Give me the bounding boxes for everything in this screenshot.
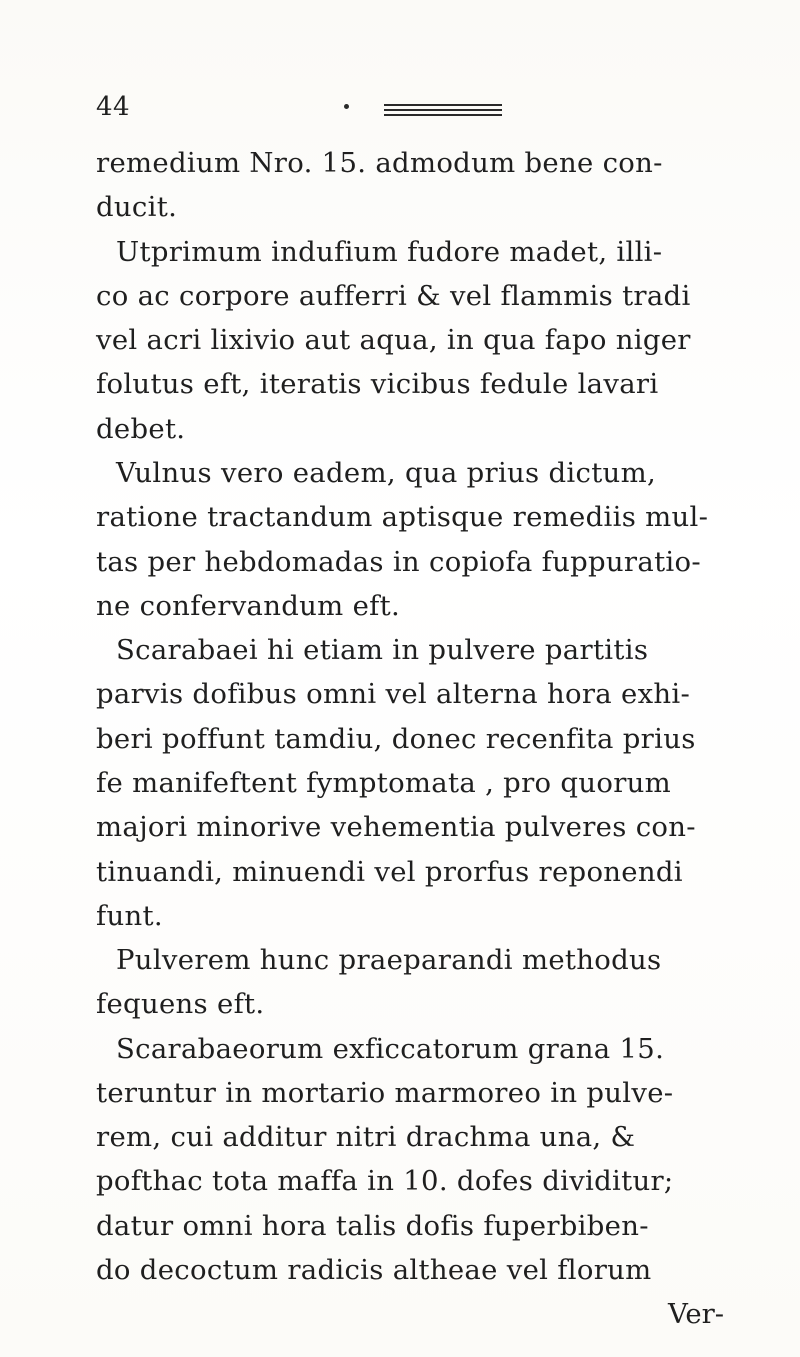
text-line: Pulverem hunc praeparandi methodus bbox=[116, 944, 662, 976]
text-line: debet. bbox=[96, 412, 186, 445]
text-line: pofthac tota maffa in 10. dofes dividitur; bbox=[96, 1165, 674, 1198]
text-line: rem, cui additur nitri drachma una, & bbox=[96, 1121, 636, 1154]
text-line: do decoctum radicis altheae vel florum bbox=[96, 1254, 652, 1286]
header-rule-line bbox=[384, 114, 502, 116]
text-line: majori minorive vehementia pulveres con- bbox=[96, 811, 696, 844]
header-rule bbox=[384, 104, 502, 116]
header-ornament-dot bbox=[344, 104, 349, 109]
header-rule-line bbox=[384, 109, 502, 111]
text-line: remedium Nro. 15. admodum bene con- bbox=[96, 147, 663, 179]
text-line: vel acri lixivio aut aqua, in qua fapo niger bbox=[96, 324, 691, 357]
text-line: tas per hebdomadas in copiofa fuppuratio- bbox=[96, 545, 701, 578]
text-line: teruntur in mortario marmoreo in pulve- bbox=[96, 1076, 674, 1109]
text-line: funt. bbox=[96, 899, 163, 932]
header-rule-line bbox=[384, 104, 502, 106]
text-line: ratione tractandum aptisque remediis mul- bbox=[96, 501, 709, 534]
text-line: datur omni hora talis dofis fuperbiben- bbox=[96, 1209, 649, 1242]
page-number: 44 bbox=[96, 92, 131, 122]
text-line: parvis dofibus omni vel alterna hora exhi- bbox=[96, 678, 691, 711]
text-line: Scarabaei hi etiam in pulvere partitis bbox=[116, 634, 649, 667]
catchword: Ver- bbox=[668, 1298, 725, 1331]
text-line: Vulnus vero eadem, qua prius dictum, bbox=[116, 457, 656, 489]
text-line: Utprimum indufium fudore madet, illi- bbox=[116, 235, 663, 268]
text-line: beri poffunt tamdiu, donec recenfita prius bbox=[96, 722, 696, 755]
text-line: ne confervandum eft. bbox=[96, 589, 401, 622]
text-line: Scarabaeorum exficcatorum grana 15. bbox=[116, 1032, 665, 1065]
text-line: tinuandi, minuendi vel prorfus reponendi bbox=[96, 855, 683, 888]
text-line: co ac corpore aufferri & vel flammis tradi bbox=[96, 279, 691, 312]
text-line: folutus eft, iteratis vicibus fedule lavari bbox=[96, 368, 659, 401]
text-line: fequens eft. bbox=[96, 988, 265, 1021]
text-line: ducit. bbox=[96, 191, 178, 224]
text-line: fe manifeftent fymptomata , pro quorum bbox=[96, 766, 672, 799]
